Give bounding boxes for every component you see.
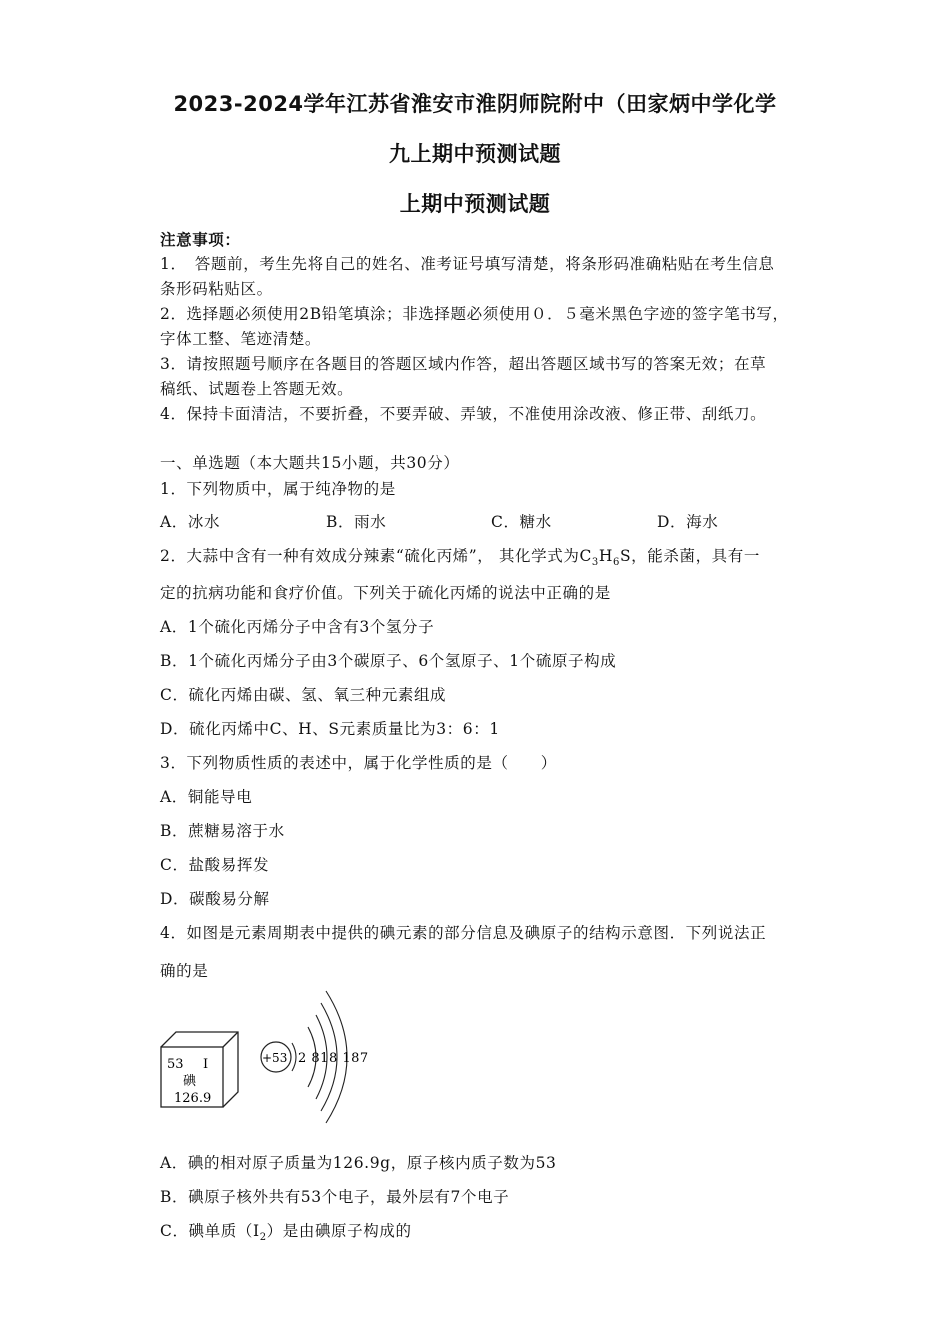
notice-heading: 注意事项： <box>160 230 241 249</box>
q2-option-b: B．1个硫化丙烯分子由3个碳原子、6个氢原子、1个硫原子构成 <box>160 652 617 670</box>
q2-stem-text: 2．大蒜中含有一种有效成分辣素“硫化丙烯”， 其化学式为C <box>160 547 592 565</box>
notice-line: 条形码粘贴区。 <box>160 280 273 298</box>
q4-option-c <box>160 1219 412 1243</box>
q3-option-a: A．铜能导电 <box>160 788 253 806</box>
atomic-number: 53 <box>167 1057 184 1072</box>
notice-line: 2．选择题必须使用2B铅笔填涂；非选择题必须使用０．５毫米黑色字迹的签字笔书写， <box>160 305 789 323</box>
nucleus-charge: +53 <box>262 1051 288 1065</box>
element-symbol: I <box>203 1057 209 1072</box>
notice-line: 字体工整、笔迹清楚。 <box>160 330 322 348</box>
atomic-mass: 126.9 <box>174 1091 212 1106</box>
q3-option-c: C．盐酸易挥发 <box>160 856 270 874</box>
q4-stem-line1: 4．如图是元素周期表中提供的碘元素的部分信息及碘原子的结构示意图．下列说法正 <box>160 924 767 942</box>
q1-option-c: C．糖水 <box>491 513 552 531</box>
q4-option-c-text: C．碘单质（I <box>160 1222 260 1240</box>
q3-option-d: D．碳酸易分解 <box>160 890 270 908</box>
section-heading: 一、单选题（本大题共15小题，共30分） <box>160 454 460 472</box>
q1-option-d: D．海水 <box>657 513 719 531</box>
q4-option-c-subscript: 2 <box>259 1232 267 1244</box>
q1-option-b: B．雨水 <box>326 513 387 531</box>
shell-arc-1 <box>292 1043 296 1071</box>
q2-option-a: A．1个硫化丙烯分子中含有3个氢分子 <box>160 618 435 636</box>
notice-line: 稿纸、试题卷上答题无效。 <box>160 380 354 398</box>
q2-option-d: D．硫化丙烯中C、H、S元素质量比为3：6：1 <box>160 720 500 738</box>
q2-stem-line1 <box>160 544 760 568</box>
notice-line: 3．请按照题号顺序在各题目的答题区域内作答，超出答题区域书写的答案无效；在草 <box>160 355 767 373</box>
q2-subscript: 3 <box>591 557 599 569</box>
q4-stem-line2: 确的是 <box>160 962 209 980</box>
iodine-figure <box>158 985 388 1125</box>
paper-title-line2: 九上期中预测试题 <box>389 142 561 166</box>
paper-title-line1: 2023-2024学年江苏省淮安市淮阴师院附中（田家炳中学化学 <box>173 92 777 116</box>
notice-line: 4．保持卡面清洁，不要折叠，不要弄破、弄皱，不准使用涂改液、修正带、刮纸刀。 <box>160 405 767 423</box>
element-name: 碘 <box>183 1074 197 1089</box>
q1-stem: 1．下列物质中，属于纯净物的是 <box>160 480 396 498</box>
q2-option-c: C．硫化丙烯由碳、氢、氧三种元素组成 <box>160 686 447 704</box>
q4-option-c-text: ）是由碘原子构成的 <box>266 1222 412 1240</box>
q4-option-a: A．碘的相对原子质量为126.9g，原子核内质子数为53 <box>160 1154 557 1172</box>
notice-line: 1． 答题前，考生先将自己的姓名、准考证号填写清楚，将条形码准确粘贴在考生信息 <box>160 255 775 273</box>
q2-stem-text: S，能杀菌，具有一 <box>619 547 760 565</box>
q2-subscript: 6 <box>613 557 620 569</box>
q3-option-b: B．蔗糖易溶于水 <box>160 822 285 840</box>
paper-title-line3: 上期中预测试题 <box>399 192 551 216</box>
q2-stem-line2: 定的抗病功能和食疗价值。下列关于硫化丙烯的说法中正确的是 <box>160 584 611 602</box>
q2-stem-text: H <box>598 547 613 565</box>
q3-stem: 3．下列物质性质的表述中，属于化学性质的是（ ） <box>160 754 557 772</box>
q1-option-a: A．冰水 <box>160 513 221 531</box>
shell-electrons: 2 818 187 <box>298 1051 369 1066</box>
q4-option-b: B．碘原子核外共有53个电子，最外层有7个电子 <box>160 1188 510 1206</box>
